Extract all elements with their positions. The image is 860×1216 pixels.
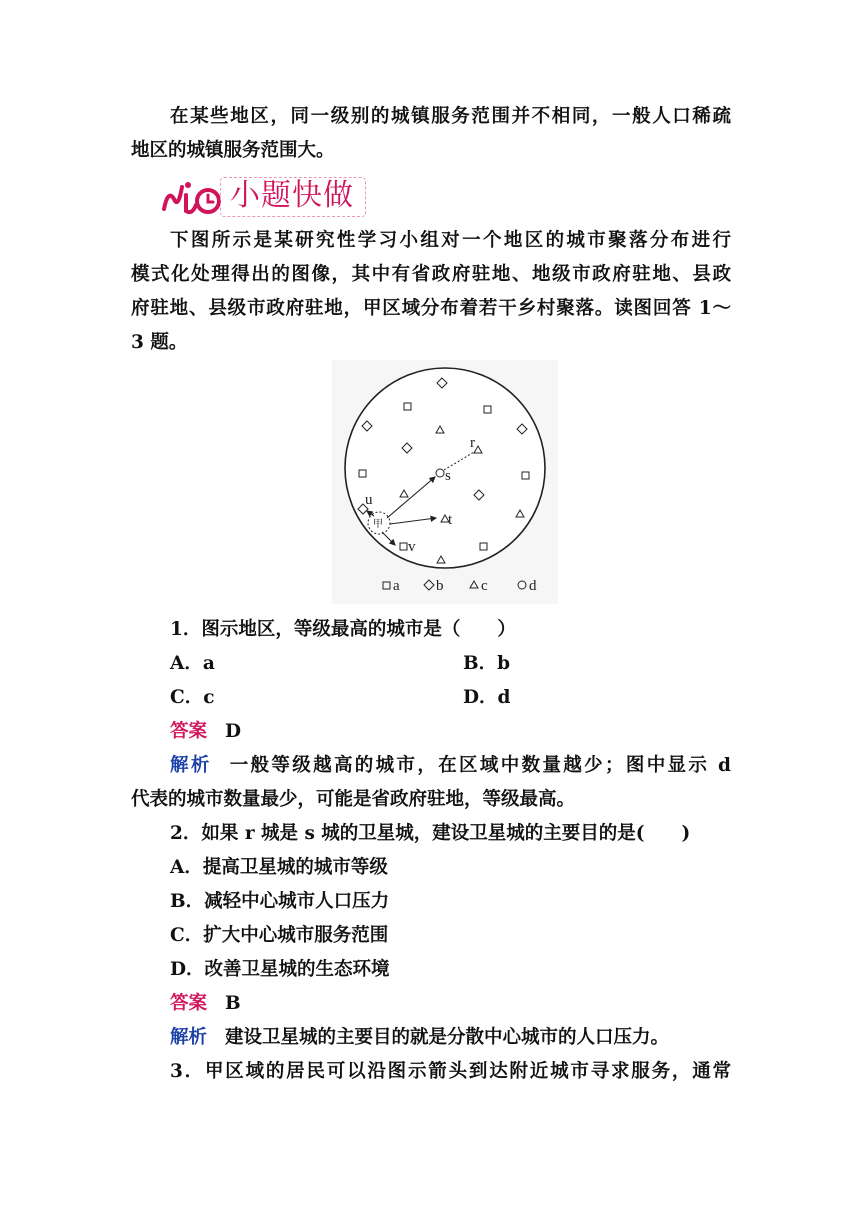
legend-a: a: [393, 578, 400, 594]
passage-line-4: 3 题。: [131, 332, 188, 353]
q2-option-a: A．提高卫星城的城市等级: [170, 857, 388, 878]
label-u: u: [365, 492, 373, 508]
q2-answer-row: [170, 987, 731, 1021]
q2-answer-label: 答案: [170, 993, 208, 1014]
passage-line-3: 府驻地、县级市政府驻地，甲区域分布着若干乡村聚落。读图回答 1～: [131, 298, 731, 319]
legend-c: c: [481, 578, 488, 594]
legend-d: d: [529, 578, 537, 594]
banner-logo-icon: [158, 175, 228, 219]
intro-line-2: 地区的城镇服务范围大。: [131, 140, 335, 161]
q2-answer: B: [225, 993, 241, 1014]
q1-analysis-line-1: 一般等级越高的城市，在区域中数量越少；图中显示 d: [229, 755, 731, 776]
banner-title: 小题快做: [230, 178, 354, 213]
q1-analysis-line-2: 代表的城市数量最少，可能是省政府驻地，等级最高。: [131, 789, 576, 810]
q1-analysis-label: 解析: [170, 755, 212, 776]
q1-option-b: B．b: [463, 653, 511, 674]
label-v: v: [408, 539, 416, 555]
q2-option-d: D．改善卫星城的生态环境: [170, 959, 390, 980]
q1-option-c: C．c: [170, 687, 215, 708]
q1-analysis-row: [170, 749, 731, 783]
legend-b: b: [436, 578, 444, 594]
settlement-map: [332, 360, 558, 604]
label-r: r: [470, 435, 475, 451]
label-s: s: [445, 468, 451, 484]
q2-analysis-row: [170, 1021, 731, 1055]
q2-stem: 2．如果 r 城是 s 城的卫星城，建设卫星城的主要目的是( ): [170, 823, 691, 844]
q2-analysis-label: 解析: [170, 1027, 208, 1048]
q1-stem: 1．图示地区，等级最高的城市是（ ）: [170, 619, 516, 640]
settlement-distribution-figure: [332, 360, 558, 604]
section-banner: [158, 175, 368, 219]
q1-answer: D: [225, 721, 242, 742]
label-t: t: [448, 512, 453, 528]
intro-line-1: 在某些地区，同一级别的城镇服务范围并不相同，一般人口稀疏: [170, 106, 731, 127]
q1-option-d: D．d: [463, 687, 511, 708]
q1-answer-label: 答案: [170, 721, 208, 742]
passage-line-2: 模式化处理得出的图像，其中有省政府驻地、地级市政府驻地、县政: [131, 264, 731, 285]
q3-stem: 3．甲区域的居民可以沿图示箭头到达附近城市寻求服务，通常: [170, 1061, 731, 1082]
q2-option-b: B．减轻中心城市人口压力: [170, 891, 390, 912]
q1-option-a: A．a: [170, 653, 215, 674]
q2-option-c: C．扩大中心城市服务范围: [170, 925, 389, 946]
passage-line-1: 下图所示是某研究性学习小组对一个地区的城市聚落分布进行: [170, 230, 731, 251]
q2-analysis: 建设卫星城的主要目的就是分散中心城市的人口压力。: [225, 1027, 670, 1048]
q1-answer-row: [170, 715, 731, 749]
label-jia: 甲: [373, 519, 383, 530]
